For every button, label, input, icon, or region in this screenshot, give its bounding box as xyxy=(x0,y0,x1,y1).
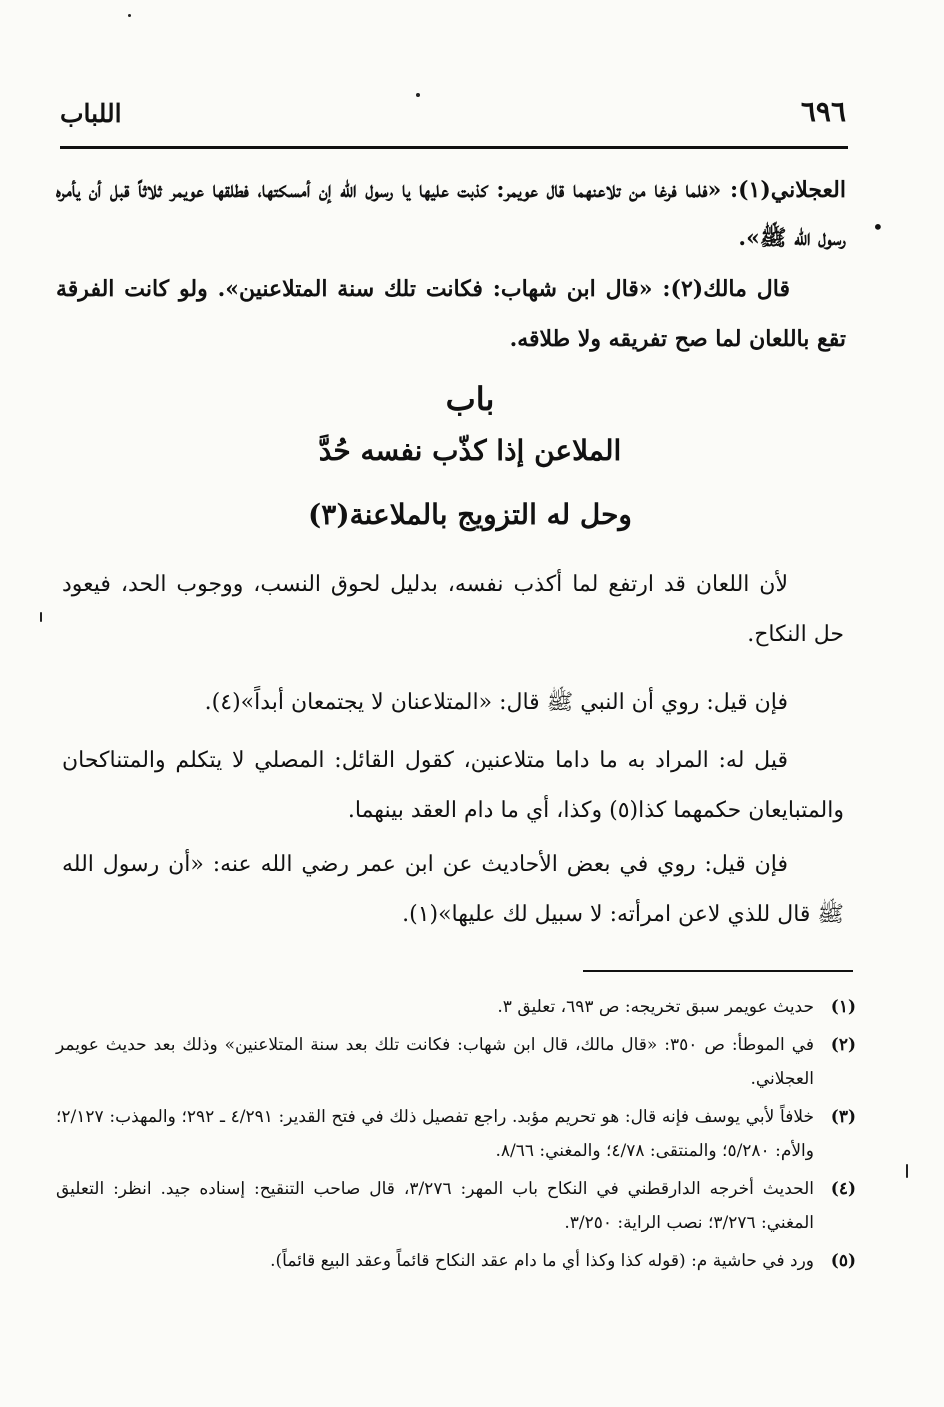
footnote-text: ورد في حاشية م: (قوله كذا وكذا أي ما دام عقد النكاح قائماً وعقد البيع قائماً). xyxy=(270,1251,814,1271)
header-rule xyxy=(60,146,848,149)
paragraph-5 xyxy=(62,736,844,836)
footnote-text: حديث عويمر سبق تخريجه: ص ٦٩٣، تعليق ٣. xyxy=(497,997,814,1017)
paragraph-6 xyxy=(62,840,844,940)
paragraph-1-text: العجلاني(١): «فلما فرغا من تلاعنهما قال عويمر: كذبت عليها يا رسول الله إن أمسكتها، فطلقها عويمر ثلاثاً قبل أن يأمره رسول الله ﷺ». xyxy=(56,177,846,251)
paragraph-2 xyxy=(56,264,846,364)
page-number: ٦٩٦ xyxy=(800,95,846,128)
paragraph-2-text: قال مالك(٢): «قال ابن شهاب: فكانت تلك سنة المتلاعنين». ولو كانت الفرقة تقع باللعان لما صح تفريقه ولا طلاقه. xyxy=(56,276,846,352)
running-title: اللباب xyxy=(60,99,122,128)
scan-speck xyxy=(416,93,420,97)
chapter-title-line-1: الملاعن إذا كذّب نفسه حُدَّ xyxy=(318,434,622,467)
scan-speck xyxy=(906,1164,908,1178)
page-header xyxy=(60,95,846,135)
footnotes xyxy=(56,990,856,1282)
footnote-number: (١) xyxy=(830,997,856,1017)
footnote-item xyxy=(56,1028,856,1096)
scan-speck xyxy=(128,14,131,17)
paragraph-5-text: قيل له: المراد به ما داما متلاعنين، كقول القائل: المصلي لا يتكلم والمتناكحان والمتبايعان حكمهما كذا(٥) وكذا، أي ما دام العقد بينهما. xyxy=(62,748,844,823)
footnote-item xyxy=(56,1244,856,1278)
paragraph-3-text: لأن اللعان قد ارتفع لما أكذب نفسه، بدليل لحوق النسب، ووجوب الحد، فيعود حل النكاح. xyxy=(62,572,844,647)
footnote-text: في الموطأ: ص ٣٥٠: «قال مالك، قال ابن شهاب: فكانت تلك بعد سنة المتلاعنين» وذلك بعد حديث عويمر العجلاني. xyxy=(56,1035,814,1089)
margin-dot: • xyxy=(872,215,884,239)
footnote-number: (٤) xyxy=(830,1179,856,1199)
footnote-rule xyxy=(583,970,853,972)
scan-speck xyxy=(40,612,42,622)
paragraph-3 xyxy=(62,560,844,660)
chapter-label: باب xyxy=(445,380,495,418)
footnote-text: خلافاً لأبي يوسف فإنه قال: هو تحريم مؤبد. راجع تفصيل ذلك في فتح القدير: ٤/٢٩١ ـ ٢٩٢؛ والمهذب: ٢/١٢٧؛ والأم: ٥/٢٨٠؛ والمنتقى: ٤/٧٨؛ والمغني: ٨/٦٦. xyxy=(56,1107,814,1161)
footnote-number: (٢) xyxy=(830,1035,856,1055)
chapter-title-line-2: وحل له التزويج بالملاعنة(٣) xyxy=(308,498,632,531)
footnote-number: (٣) xyxy=(830,1107,856,1127)
footnote-item xyxy=(56,1172,856,1240)
footnote-item xyxy=(56,1100,856,1168)
footnote-item xyxy=(56,990,856,1024)
paragraph-1 xyxy=(56,166,846,262)
paragraph-4 xyxy=(62,680,844,726)
footnote-number: (٥) xyxy=(830,1251,856,1271)
paragraph-4-text: فإن قيل: روي أن النبي ﷺ قال: «المتلاعنان لا يجتمعان أبداً»(٤). xyxy=(204,690,788,715)
paragraph-6-text: فإن قيل: روي في بعض الأحاديث عن ابن عمر رضي الله عنه: «أن رسول الله ﷺ قال للذي لاعن امرأته: لا سبيل لك عليها»(١). xyxy=(62,852,844,927)
footnote-text: الحديث أخرجه الدارقطني في النكاح باب المهر: ٣/٢٧٦، قال صاحب التنقيح: إسناده جيد. انظر: التعليق المغني: ٣/٢٧٦؛ نصب الراية: ٣/٢٥٠. xyxy=(56,1179,815,1233)
